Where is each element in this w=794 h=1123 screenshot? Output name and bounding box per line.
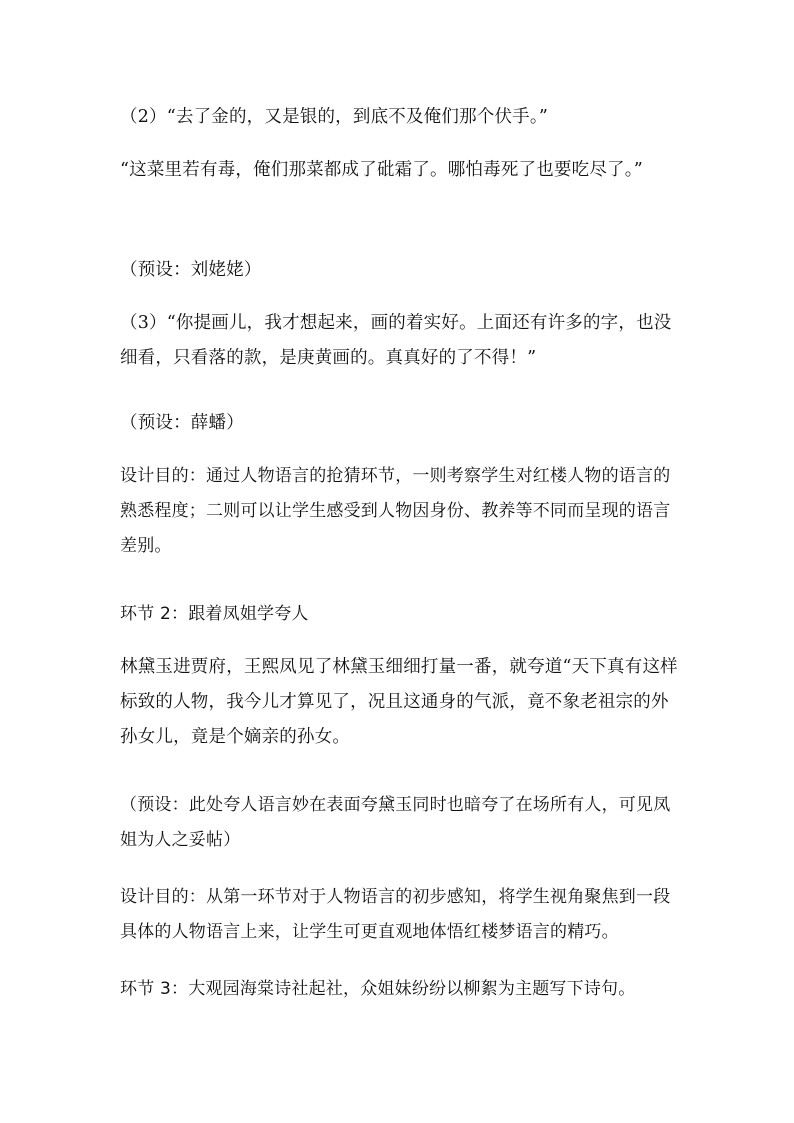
preset-answer-xue: （预设：薛蟠） <box>120 413 244 433</box>
section-heading-3: 环节 3：大观园海棠诗社起社，众姐妹纷纷以柳絮为主题写下诗句。 <box>120 979 636 999</box>
preset-answer-feng: （预设：此处夸人语言妙在表面夸黛玉同时也暗夸了在场所有人，可见凤姐为人之妥帖） <box>120 795 671 850</box>
design-purpose-1: 设计目的：通过人物语言的抢猜环节，一则考察学生对红楼人物的语言的熟悉程度；二则可以让学生感受到人物因身份、教养等不同而呈现的语言差别。 <box>120 466 671 556</box>
section-heading-2: 环节 2：跟着凤姐学夸人 <box>120 604 309 624</box>
quote-paragraph-2: （2）“去了金的，又是银的，到底不及俺们那个伏手。” <box>120 107 548 127</box>
design-purpose-2: 设计目的：从第一环节对于人物语言的初步感知，将学生视角聚焦到一段具体的人物语言上来，让学生可更直观地体悟红楼梦语言的精巧。 <box>120 887 671 942</box>
quote-paragraph-continued: “这菜里若有毒，俺们那菜都成了砒霜了。哪怕毒死了也要吃尽了。” <box>120 160 643 180</box>
quote-paragraph-3: （3）“你提画儿，我才想起来，画的着实好。上面还有许多的字，也没细看，只看落的款，是庚黄画的。真真好的了不得！” <box>120 313 672 368</box>
story-paragraph: 林黛玉进贾府，王熙凤见了林黛玉细细打量一番，就夸道“天下真有这样标致的人物，我今儿才算见了，况且这通身的气派，竟不象老祖宗的外孙女儿，竟是个嫡亲的孙女。 <box>120 657 678 747</box>
preset-answer-liu: （预设：刘姥姥） <box>120 260 262 280</box>
